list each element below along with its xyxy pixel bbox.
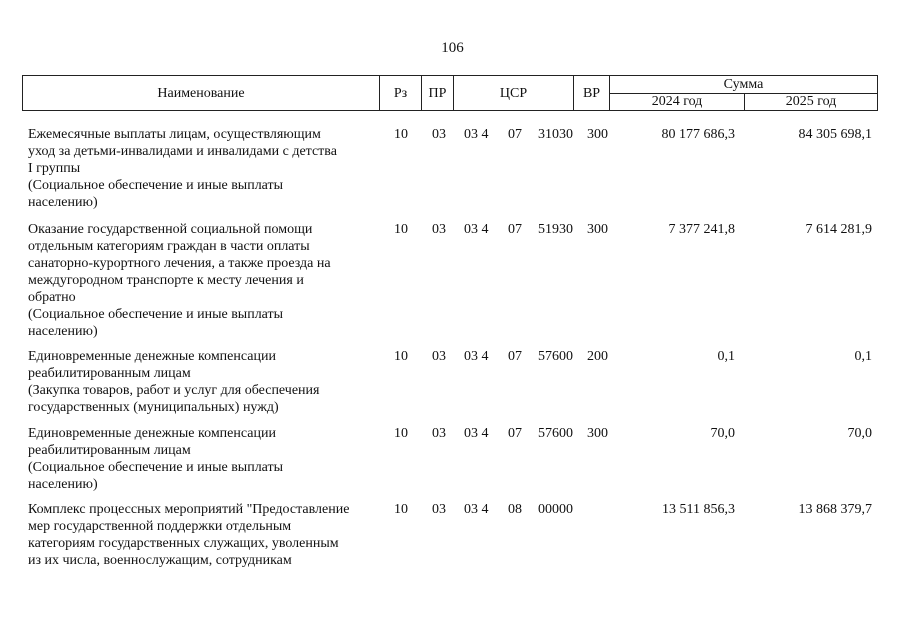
row-sum-2025: 0,1 [854,349,872,364]
row-pr: 03 [432,426,446,441]
row-pr: 03 [432,502,446,517]
row-sum-2025: 70,0 [847,426,872,441]
row-name: Единовременные денежные компенсации реабилитированным лицам (Социальное обеспечение и иные выплаты населению) [28,426,284,492]
row-pr: 03 [432,127,446,142]
header-sum: Сумма [610,76,878,94]
row-csr-complex: 07 [508,222,522,237]
row-vr: 300 [587,426,608,441]
row-rz: 10 [394,127,408,142]
row-name: Комплекс процессных мероприятий "Предоставление мер государственной поддержки отдельным категориям государственных служащих, уволенным из их числа, военнослужащим, сотрудникам [28,502,350,568]
page-number: 106 [441,40,464,56]
row-pr: 03 [432,222,446,237]
table-header [22,75,878,111]
row-sum-2024: 0,1 [717,349,735,364]
header-year-2025: 2025 год [745,93,878,111]
row-csr-direction: 57600 [538,349,573,364]
row-csr-program: 03 4 [464,127,489,142]
row-vr: 200 [587,349,608,364]
table-row [0,425,905,501]
row-csr-complex: 07 [508,349,522,364]
row-name: Единовременные денежные компенсации реабилитированным лицам (Закупка товаров, работ и услуг для обеспечения государственных (муниципальных) нужд) [28,349,320,415]
row-rz: 10 [394,426,408,441]
row-csr-program: 03 4 [464,349,489,364]
row-rz: 10 [394,502,408,517]
row-csr-direction: 51930 [538,222,573,237]
row-csr-complex: 08 [508,502,522,517]
row-vr: 300 [587,127,608,142]
row-csr-program: 03 4 [464,222,489,237]
row-name: Оказание государственной социальной помощи отдельным категориям граждан в части оплаты санаторно-курортного лечения, а также проезда на междугородном транспорте к месту лечения и обратно (Социальное обеспечение и иные выплаты населению) [28,222,331,339]
row-csr-direction: 57600 [538,426,573,441]
row-sum-2024: 70,0 [710,426,735,441]
row-csr-program: 03 4 [464,502,489,517]
row-sum-2024: 7 377 241,8 [668,222,735,237]
row-rz: 10 [394,349,408,364]
row-sum-2025: 7 614 281,9 [805,222,872,237]
row-rz: 10 [394,222,408,237]
row-sum-2025: 84 305 698,1 [798,127,872,142]
row-name: Ежемесячные выплаты лицам, осуществляющим уход за детьми-инвалидами и инвалидами с детства I группы (Социальное обеспечение и иные выплаты населению) [28,127,337,210]
row-vr: 300 [587,222,608,237]
header-year-2024: 2024 год [610,93,745,111]
header-pr: ПР [422,76,454,111]
row-csr-complex: 07 [508,127,522,142]
table-row [0,221,905,348]
header-name: Наименование [23,76,380,111]
row-sum-2024: 13 511 856,3 [662,502,735,517]
row-csr-direction: 31030 [538,127,573,142]
table-row [0,348,905,425]
table-row [0,126,905,221]
table-row [0,501,905,581]
header-csr: ЦСР [454,76,574,111]
row-sum-2025: 13 868 379,7 [798,502,872,517]
row-csr-direction: 00000 [538,502,573,517]
header-rz: Рз [380,76,422,111]
row-csr-program: 03 4 [464,426,489,441]
header-vr: ВР [574,76,610,111]
row-csr-complex: 07 [508,426,522,441]
row-pr: 03 [432,349,446,364]
row-sum-2024: 80 177 686,3 [661,127,735,142]
table-body [0,126,905,581]
